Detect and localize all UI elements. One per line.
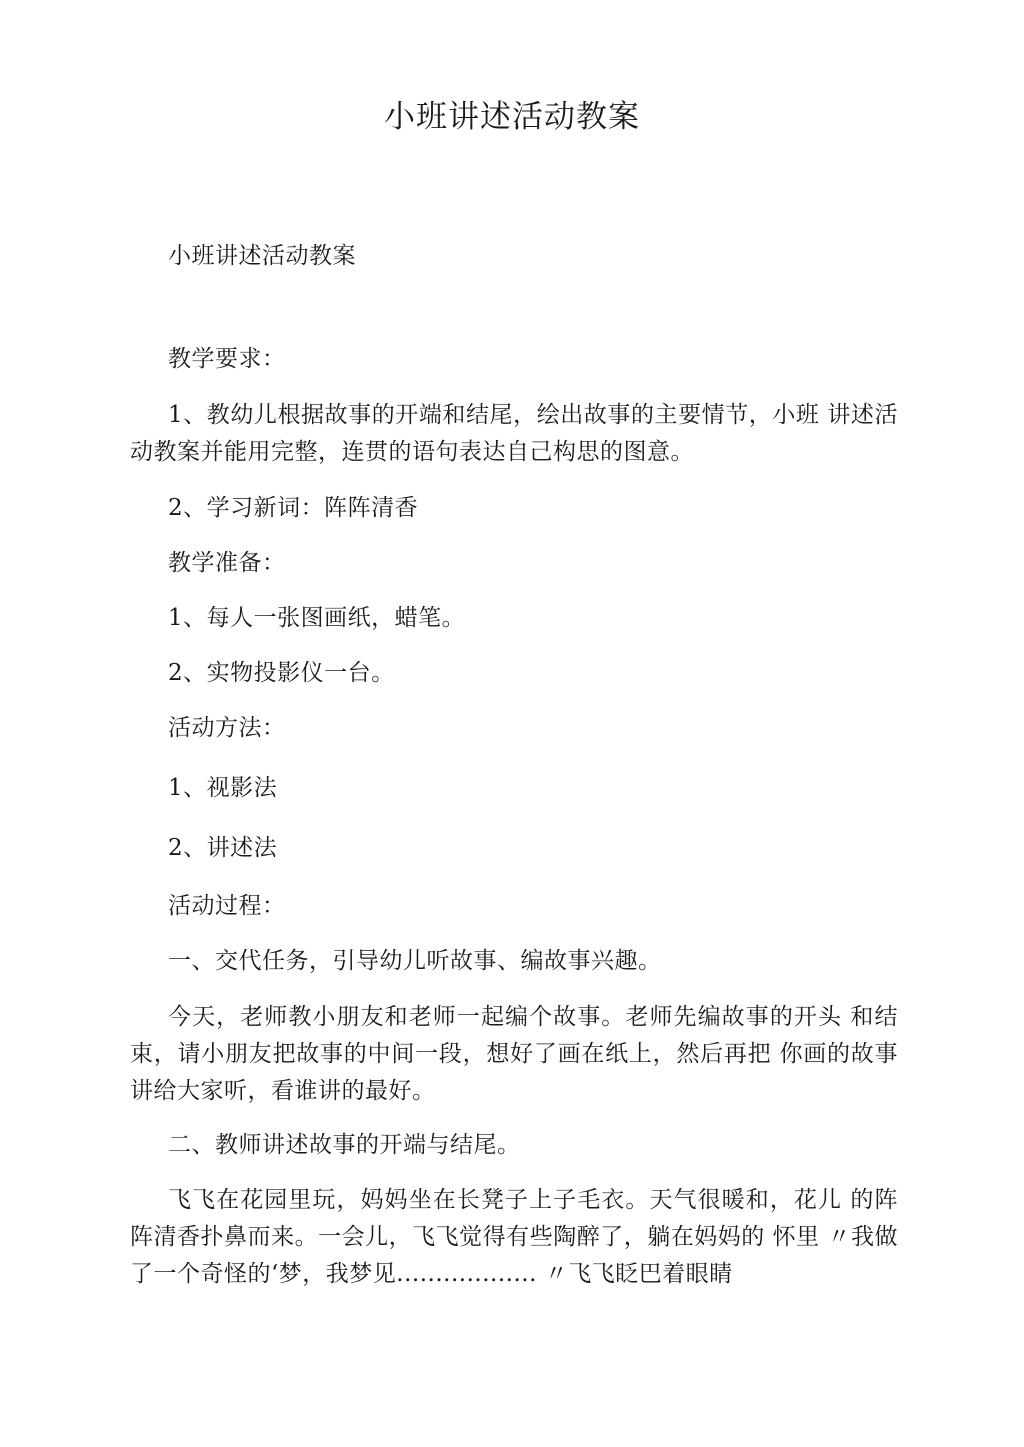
section-heading-process: 活动过程： — [168, 893, 286, 919]
requirement-1: 1、教幼儿根据故事的开端和结尾，绘出故事的主要情节，小班 讲述活动教案并能用完整，连贯的语句表达自己构思的图意。 — [130, 402, 898, 465]
document-subtitle: 小班讲述活动教案 — [168, 243, 356, 269]
requirement-2: 2、学习新词：阵阵清香 — [168, 495, 419, 521]
document-title: 小班讲述活动教案 — [384, 99, 640, 135]
process-step-2: 二、教师讲述故事的开端与结尾。 — [168, 1132, 521, 1158]
section-heading-requirements: 教学要求： — [168, 346, 286, 372]
section-heading-preparation: 教学准备： — [168, 550, 286, 576]
method-1: 1、视影法 — [168, 775, 278, 801]
preparation-2: 2、实物投影仪一台。 — [168, 660, 395, 686]
process-step-1: 一、交代任务，引导幼儿听故事、编故事兴趣。 — [168, 948, 662, 974]
process-step-1-text: 今天，老师教小朋友和老师一起编个故事。老师先编故事的开头 和结束，请小朋友把故事的中间一段，想好了画在纸上，然后再把 你画的故事讲给大家听，看谁讲的最好。 — [130, 1004, 898, 1104]
section-heading-methods: 活动方法： — [168, 715, 286, 741]
story-text: 飞飞在花园里玩，妈妈坐在长凳子上子毛衣。天气很暖和，花儿 的阵阵清香扑鼻而来。一会儿，飞飞觉得有些陶醉了，躺在妈妈的 怀里 〃我做了一个奇怪的‘梦，我梦见.................. 〃飞飞眨巴着眼睛 — [130, 1187, 898, 1287]
method-2: 2、讲述法 — [168, 835, 278, 861]
preparation-1: 1、每人一张图画纸，蜡笔。 — [168, 605, 466, 631]
